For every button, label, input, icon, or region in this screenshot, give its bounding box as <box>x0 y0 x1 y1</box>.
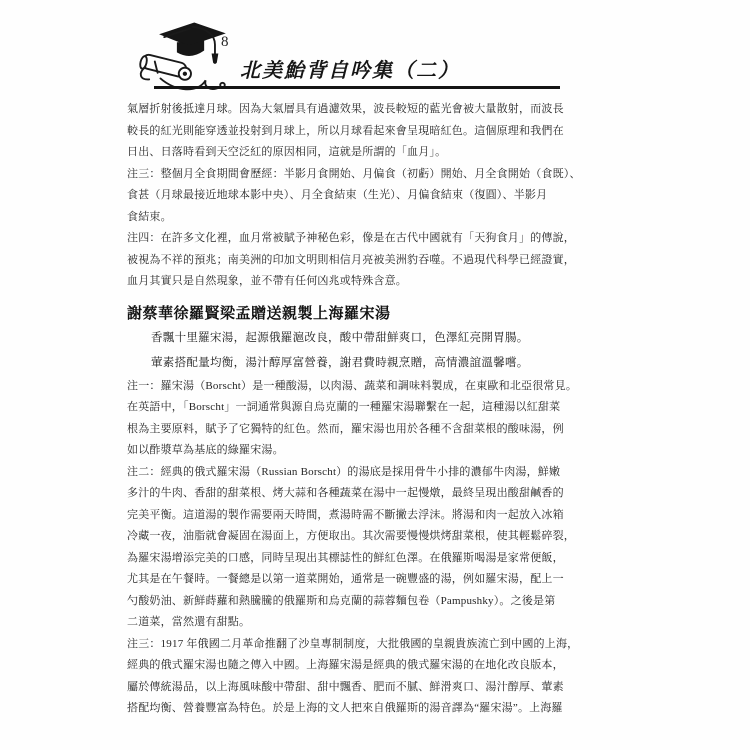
graduation-cap-logo <box>136 14 230 94</box>
text-line: 經典的俄式羅宋湯也隨之傳入中國。上海羅宋湯是經典的俄式羅宋湯的在地化改良版本， <box>127 659 564 671</box>
diploma-scroll-icon <box>139 53 191 79</box>
text-line: 血月其實只是自然現象，並不帶有任何凶兆或特殊含意。 <box>127 275 407 287</box>
text-line: 在英語中，「Borscht」一詞通常與源自烏克蘭的一種羅宋湯聯繫在一起，這種湯以紅甜菜 <box>127 401 561 413</box>
text-line: 注二：經典的俄式羅宋湯（Russian Borscht）的湯底是採用骨牛小排的濃郁牛肉湯，鮮嫩 <box>127 465 561 478</box>
text-line: 完美平衡。這道湯的製作需要兩天時間，煮湯時需不斷撇去浮沫。將湯和肉一起放入冰箱 <box>127 508 564 521</box>
poem-line: 香飄十里羅宋湯，起源俄羅滬改良，酸中帶甜鮮爽口，色澤紅亮開胃腸。 <box>151 331 529 344</box>
content-lines <box>127 99 581 720</box>
text-line: 二道菜，當然還有甜點。 <box>127 616 251 628</box>
section-heading: 謝蔡華徐羅賢梁孟贈送親製上海羅宋湯 <box>127 304 391 322</box>
text-line: 冷藏一夜，油脂就會凝固在湯面上，方便取出。其次需要慢慢烘烤甜菜根，使其輕鬆碎裂， <box>127 530 575 542</box>
text-line: 屬於傳統湯品，以上海風味酸中帶甜、甜中飄香、肥而不膩、鮮滑爽口、湯汁醇厚、葷素 <box>127 680 564 693</box>
text-line: 注一：羅宋湯（Borscht）是一種酸湯，以肉湯、蔬菜和調味料製成，在東歐和北亞很常見。 <box>127 379 578 392</box>
text-line: 多汁的牛肉、香甜的甜菜根、烤大蒜和各種蔬菜在湯中一起慢燉，最終呈現出酸甜鹹香的 <box>127 487 564 499</box>
mortarboard-icon <box>160 23 224 63</box>
text-line: 較長的紅光則能穿透並投射到月球上，所以月球看起來會呈現暗紅色。這個原理和我們在 <box>127 124 564 137</box>
tassel-tuft <box>212 54 218 63</box>
text-line: 食甚（月球最接近地球本影中央）、月全食結束（生光）、月偏食結束（復圓）、半影月 <box>127 189 548 201</box>
book-title: 北美鮐背自吟集（二） <box>240 60 460 82</box>
text-line: 為羅宋湯增添完美的口感，同時呈現出其標誌性的鮮紅色澤。在俄羅斯喝湯是家常便飯， <box>127 551 564 564</box>
text-line: 注三：1917 年俄國二月革命推翻了沙皇專制制度，大批俄國的皇親貴族流亡到中國的上海， <box>127 637 579 650</box>
text-line: 勺酸奶油、新鮮蒔蘿和熱騰騰的俄羅斯和烏克蘭的蒜蓉麵包卷（Pampushky）。之後是第 <box>127 594 556 607</box>
text-line: 搭配均衡、營養豐富為特色。於是上海的文人把來自俄羅斯的湯音譯為“羅宋湯”。上海羅 <box>127 702 563 714</box>
text-line: 氣層折射後抵達月球。因為大氣層具有過濾效果，波長較短的藍光會被大量散射，而波長 <box>127 103 564 115</box>
poem-line: 葷素搭配量均衡，湯汁醇厚富營養，謝君費時親烹贈，高情濃誼溫馨嚐。 <box>151 356 529 369</box>
text-line: 被視為不祥的預兆；南美洲的印加文明則相信月亮被美洲豹吞噬。不過現代科學已經證實， <box>127 253 575 266</box>
text-line: 注四：在許多文化裡，血月常被賦予神秘色彩，像是在古代中國就有「天狗食月」的傳說， <box>127 232 575 244</box>
text-line: 食結束。 <box>127 210 172 223</box>
text-line: 根為主要原料，賦予了它獨特的紅色。然而，羅宋湯也用於各種不含甜菜根的酸味湯，例 <box>127 422 564 435</box>
text-line: 如以酢漿草為基底的綠羅宋湯。 <box>127 444 284 456</box>
text-line: 注三：整個月全食期間會歷經：半影月食開始、月偏食（初虧）開始、月全食開始（食既）、 <box>127 167 581 180</box>
text-line: 日出、日落時看到天空泛紅的原因相同，這就是所謂的「血月」。 <box>127 146 447 158</box>
page-number: 8 <box>221 34 229 50</box>
header-rule <box>154 86 560 89</box>
text-line: 尤其是在午餐時。一餐總是以第一道菜開始，通常是一碗豐盛的湯，例如羅宋湯，配上一 <box>127 573 564 585</box>
